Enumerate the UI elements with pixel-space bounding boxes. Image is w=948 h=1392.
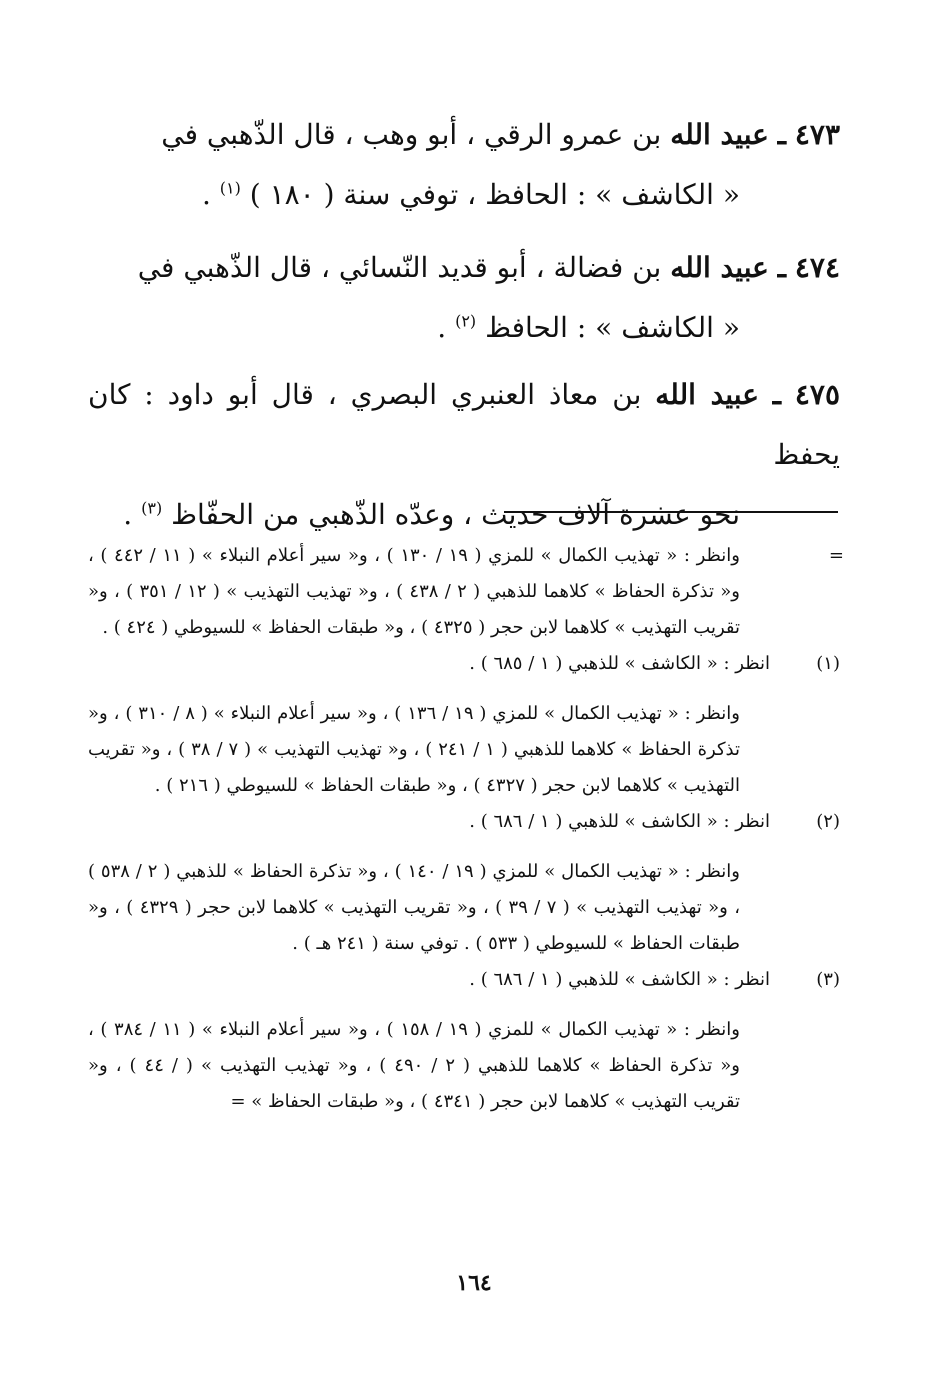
- entry-475: [88, 365, 840, 545]
- footnote-marker: (٣): [141, 498, 163, 518]
- footnote-ref-text: انظر : « الكاشف » للذهبي ( ١ / ٦٨٥ ) .: [469, 653, 770, 674]
- entry-end-mark: .: [437, 311, 447, 344]
- footnote-paragraph: وانظر : « تهذيب الكمال » للمزي ( ١٩ / ١٥٨ ) ، و« سير أعلام النبلاء » ( ١١ / ٣٨٤ ) ، و« تذكرة الحفاظ » كلاهما للذهبي ( ٢ / ٤٩٠ ) ، و« تهذيب التهذيب » ( / ٤٤ ) ، و« تقريب التهذيب » كلاهما لابن حجر ( ٤٣٤١ ) ، و« طبقات الحفاظ » =: [88, 1019, 740, 1112]
- entry-end-mark: .: [201, 178, 211, 211]
- footnote-divider: [504, 511, 838, 513]
- entry-473: [88, 105, 840, 225]
- footnote-ref-text: انظر : « الكاشف » للذهبي ( ١ / ٦٨٦ ) .: [469, 969, 770, 990]
- footnote-ref-line: [88, 646, 840, 682]
- entry-text-line2: [88, 165, 840, 225]
- entry-name: عبيد الله: [655, 378, 759, 411]
- entry-number: ٤٧٣: [794, 118, 840, 151]
- entry-text-line2: [88, 298, 840, 358]
- entry-text-line1: بن عمرو الرقي ، أبو وهب ، قال الذّهبي في: [161, 118, 662, 151]
- footnote-paragraph: وانظر : « تهذيب الكمال » للمزي ( ١٩ / ١٣٦ ) ، و« سير أعلام النبلاء » ( ٨ / ٣١٠ ) ، و« تذكرة الحفاظ » كلاهما للذهبي ( ١ / ٢٤١ ) ، و« تهذيب التهذيب » ( ٧ / ٣٨ ) ، و« تقريب التهذيب » كلاهما لابن حجر ( ٤٣٢٧ ) ، و« طبقات الحفاظ » للسيوطي ( ٢١٦ ) .: [88, 703, 741, 796]
- footnote-number: (٣): [816, 969, 840, 990]
- entry-dash: ـ: [772, 378, 781, 411]
- entry-text-line2: [88, 485, 840, 545]
- footnote-paragraph: وانظر : « تهذيب الكمال » للمزي ( ١٩ / ١٤٠ ) ، و« تذكرة الحفاظ » للذهبي ( ٢ / ٥٣٨ ) ، و« تهذيب التهذيب » ( ٧ / ٣٩ ) ، و« تقريب التهذيب » كلاهما لابن حجر ( ٤٣٢٩ ) ، و« طبقات الحفاظ » للسيوطي ( ٥٣٣ ) . توفي سنة ( ٢٤١ هـ ) .: [88, 861, 741, 954]
- entry-474: [88, 238, 840, 358]
- entry-dash: ـ: [777, 251, 786, 284]
- continuation-mark: =: [828, 545, 844, 566]
- footnote-number: (٢): [816, 811, 840, 832]
- entry-number: ٤٧٤: [794, 251, 840, 284]
- entry-text-line2-content: « الكاشف » : الحافظ ، توفي سنة ( ١٨٠ ): [249, 178, 740, 211]
- footnotes-block: [88, 538, 844, 1120]
- entry-text-line1: بن فضالة ، أبو قديد النّسائي ، قال الذّهبي في: [137, 251, 662, 284]
- footnote-continuation: [88, 538, 844, 646]
- footnote-ref-line: [88, 804, 840, 840]
- footnote-ref-line: [88, 962, 840, 998]
- entry-text-line2-content: نحو عشرة آلاف حديث ، وعدّه الذّهبي من الحفّاظ: [171, 498, 740, 531]
- footnote-continuation-text: وانظر : « تهذيب الكمال » للمزي ( ١٩ / ١٣٠ ) ، و« سير أعلام النبلاء » ( ١١ / ٤٤٢ ) ، و« تذكرة الحفاظ » كلاهما للذهبي ( ٢ / ٤٣٨ ) ، و« تهذيب التهذيب » ( ١٢ / ٣٥١ ) ، و« تقريب التهذيب » كلاهما لابن حجر ( ٤٣٢٥ ) ، و« طبقات الحفاظ » للسيوطي ( ٤٢٤ ) .: [88, 545, 740, 638]
- entry-number: ٤٧٥: [794, 378, 840, 411]
- footnote-3: [88, 962, 840, 1120]
- entry-dash: ـ: [777, 118, 786, 151]
- entry-name: عبيد الله: [670, 251, 769, 284]
- footnote-number: (١): [816, 653, 840, 674]
- entry-text-line1: بن معاذ العنبري البصري ، قال أبو داود : كان يحفظ: [88, 378, 840, 471]
- entry-text-line2-content: « الكاشف » : الحافظ: [485, 311, 740, 344]
- footnote-ref-text: انظر : « الكاشف » للذهبي ( ١ / ٦٨٦ ) .: [469, 811, 770, 832]
- footnote-marker: (١): [219, 178, 241, 198]
- footnote-1: [88, 646, 840, 804]
- entry-name: عبيد الله: [670, 118, 769, 151]
- footnote-marker: (٢): [455, 311, 477, 331]
- footnote-2: [88, 804, 840, 962]
- entry-end-mark: .: [123, 498, 133, 531]
- page-number: ١٦٤: [456, 1270, 492, 1296]
